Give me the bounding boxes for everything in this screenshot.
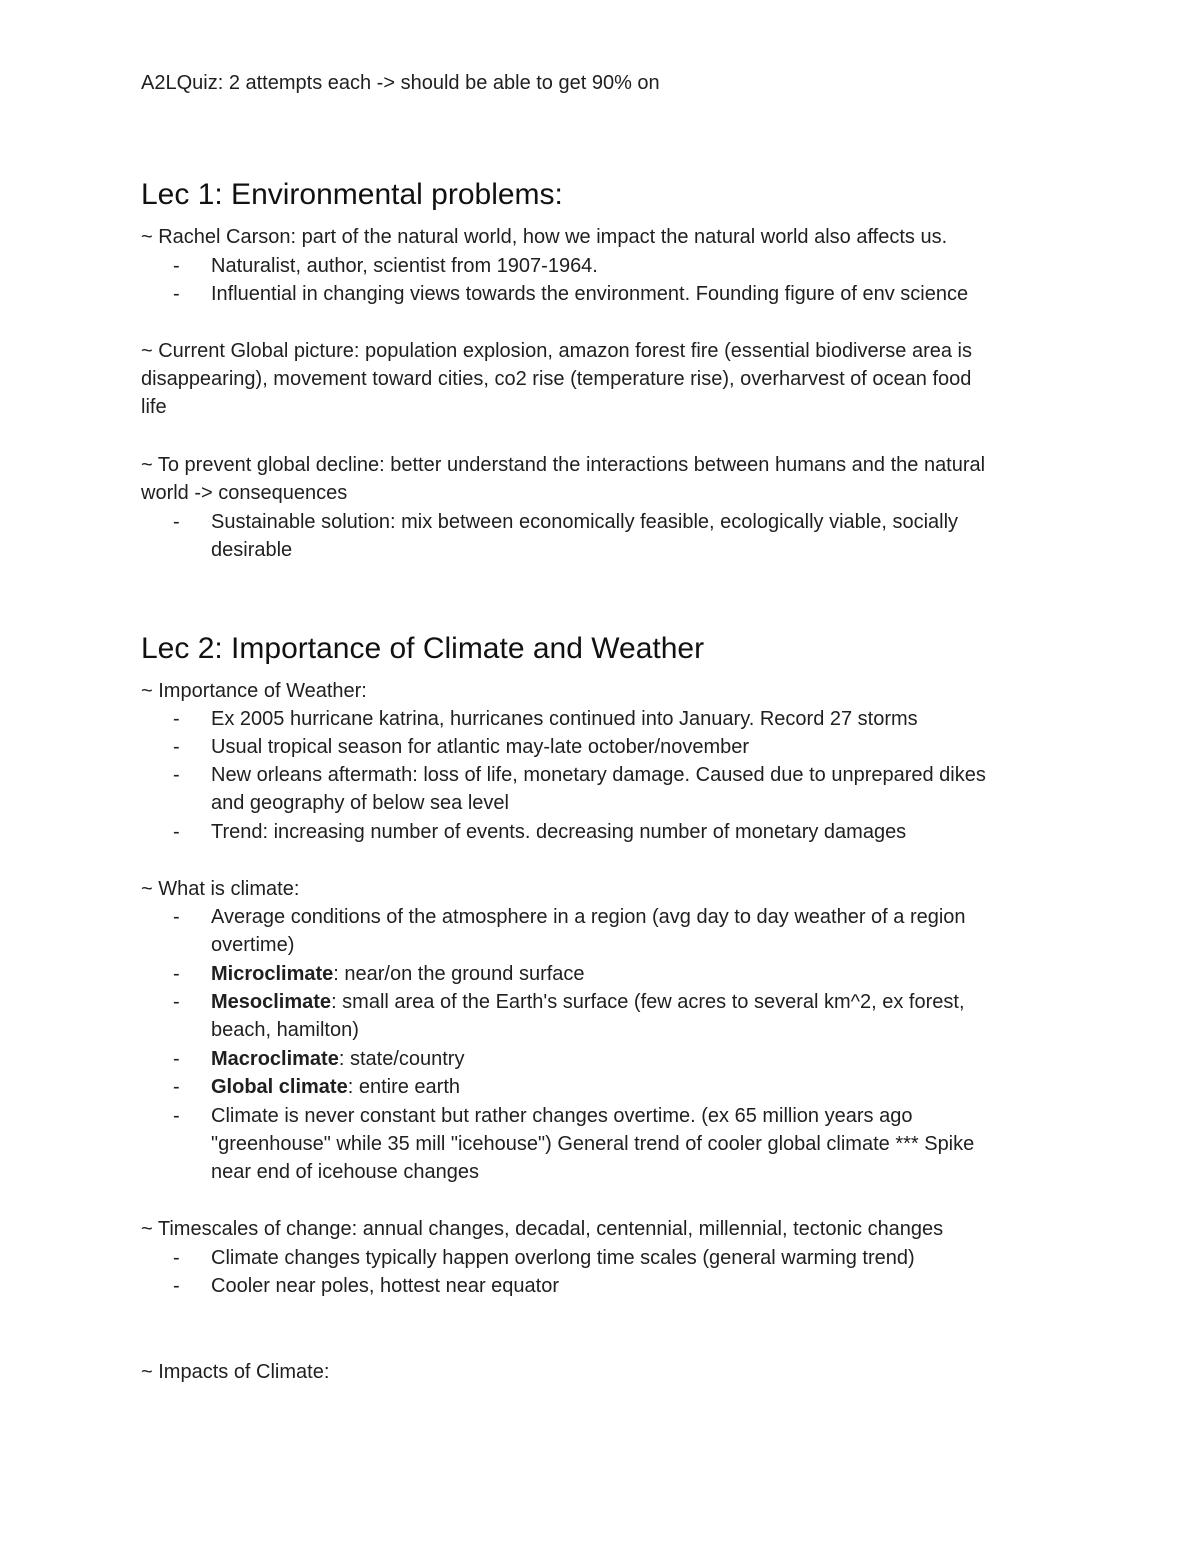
mesoclimate-bullet-line-2: beach, hamilton) bbox=[211, 1019, 359, 1041]
weather-bullet-4: Trend: increasing number of events. decreasing number of monetary damages bbox=[211, 821, 907, 843]
lec2-heading: Lec 2: Importance of Climate and Weather bbox=[141, 632, 705, 665]
microclimate-definition: : near/on the ground surface bbox=[333, 963, 585, 985]
carson-bullet-2: Influential in changing views towards the environment. Founding figure of env science bbox=[211, 283, 969, 305]
bullet-dash: - bbox=[173, 283, 180, 305]
bullet-dash: - bbox=[173, 991, 180, 1013]
weather-bullet-3-line-1: New orleans aftermath: loss of life, monetary damage. Caused due to unprepared dikes bbox=[211, 764, 986, 786]
prevent-line-2: world -> consequences bbox=[141, 482, 348, 504]
weather-bullet-1: Ex 2005 hurricane katrina, hurricanes continued into January. Record 27 storms bbox=[211, 708, 918, 730]
bullet-dash: - bbox=[173, 963, 180, 985]
global-climate-bullet bbox=[211, 1073, 460, 1101]
bullet-dash: - bbox=[173, 1105, 180, 1127]
global-picture-line-2: disappearing), movement toward cities, co2 rise (temperature rise), overharvest of ocean food bbox=[141, 368, 972, 390]
macroclimate-bullet bbox=[211, 1045, 464, 1073]
bullet-dash: - bbox=[173, 708, 180, 730]
bullet-dash: - bbox=[173, 511, 180, 533]
timescales-line: ~ Timescales of change: annual changes, decadal, centennial, millennial, tectonic changes bbox=[141, 1218, 944, 1240]
weather-bullet-3-line-2: and geography of below sea level bbox=[211, 792, 509, 814]
microclimate-term: Microclimate bbox=[211, 963, 334, 985]
global-picture-line-1: ~ Current Global picture: population explosion, amazon forest fire (essential biodiverse area is bbox=[141, 340, 972, 362]
weather-line: ~ Importance of Weather: bbox=[141, 680, 367, 702]
sustainable-bullet-line-1: Sustainable solution: mix between economically feasible, ecologically viable, socially bbox=[211, 511, 959, 533]
carson-bullet-1: Naturalist, author, scientist from 1907-1964. bbox=[211, 255, 598, 277]
global-climate-definition: : entire earth bbox=[347, 1076, 461, 1098]
climate-line: ~ What is climate: bbox=[141, 878, 300, 900]
prevent-line-1: ~ To prevent global decline: better understand the interactions between humans and the natural bbox=[141, 454, 986, 476]
bullet-dash: - bbox=[173, 1247, 180, 1269]
bullet-dash: - bbox=[173, 764, 180, 786]
macroclimate-term: Macroclimate bbox=[211, 1048, 339, 1070]
mesoclimate-definition: : small area of the Earth's surface (few acres to several km^2, ex forest, bbox=[331, 991, 965, 1013]
climate-change-bullet-line-2: "greenhouse" while 35 mill "icehouse") General trend of cooler global climate *** Spike bbox=[211, 1133, 975, 1155]
climate-change-bullet-line-1: Climate is never constant but rather changes overtime. (ex 65 million years ago bbox=[211, 1105, 913, 1127]
climate-bullet-1-line-2: overtime) bbox=[211, 934, 295, 956]
climate-change-bullet-line-3: near end of icehouse changes bbox=[211, 1161, 479, 1183]
macroclimate-definition: : state/country bbox=[338, 1048, 465, 1070]
bullet-dash: - bbox=[173, 1076, 180, 1098]
carson-line: ~ Rachel Carson: part of the natural world, how we impact the natural world also affects us. bbox=[141, 226, 948, 248]
timescales-bullet-1: Climate changes typically happen overlong time scales (general warming trend) bbox=[211, 1247, 915, 1269]
header-note: A2LQuiz: 2 attempts each -> should be able to get 90% on bbox=[141, 72, 660, 94]
bullet-dash: - bbox=[173, 1275, 180, 1297]
bullet-dash: - bbox=[173, 255, 180, 277]
microclimate-bullet bbox=[211, 960, 585, 988]
lec1-heading: Lec 1: Environmental problems: bbox=[141, 178, 563, 211]
global-climate-term: Global climate bbox=[211, 1076, 348, 1098]
mesoclimate-term: Mesoclimate bbox=[211, 991, 332, 1013]
bullet-dash: - bbox=[173, 821, 180, 843]
sustainable-bullet-line-2: desirable bbox=[211, 539, 293, 561]
bullet-dash: - bbox=[173, 736, 180, 758]
mesoclimate-bullet bbox=[211, 988, 965, 1016]
climate-bullet-1-line-1: Average conditions of the atmosphere in a region (avg day to day weather of a region bbox=[211, 906, 966, 928]
impacts-line: ~ Impacts of Climate: bbox=[141, 1361, 330, 1383]
weather-bullet-2: Usual tropical season for atlantic may-late october/november bbox=[211, 736, 750, 758]
global-picture-line-3: life bbox=[141, 396, 167, 418]
timescales-bullet-2: Cooler near poles, hottest near equator bbox=[211, 1275, 559, 1297]
bullet-dash: - bbox=[173, 1048, 180, 1070]
bullet-dash: - bbox=[173, 906, 180, 928]
